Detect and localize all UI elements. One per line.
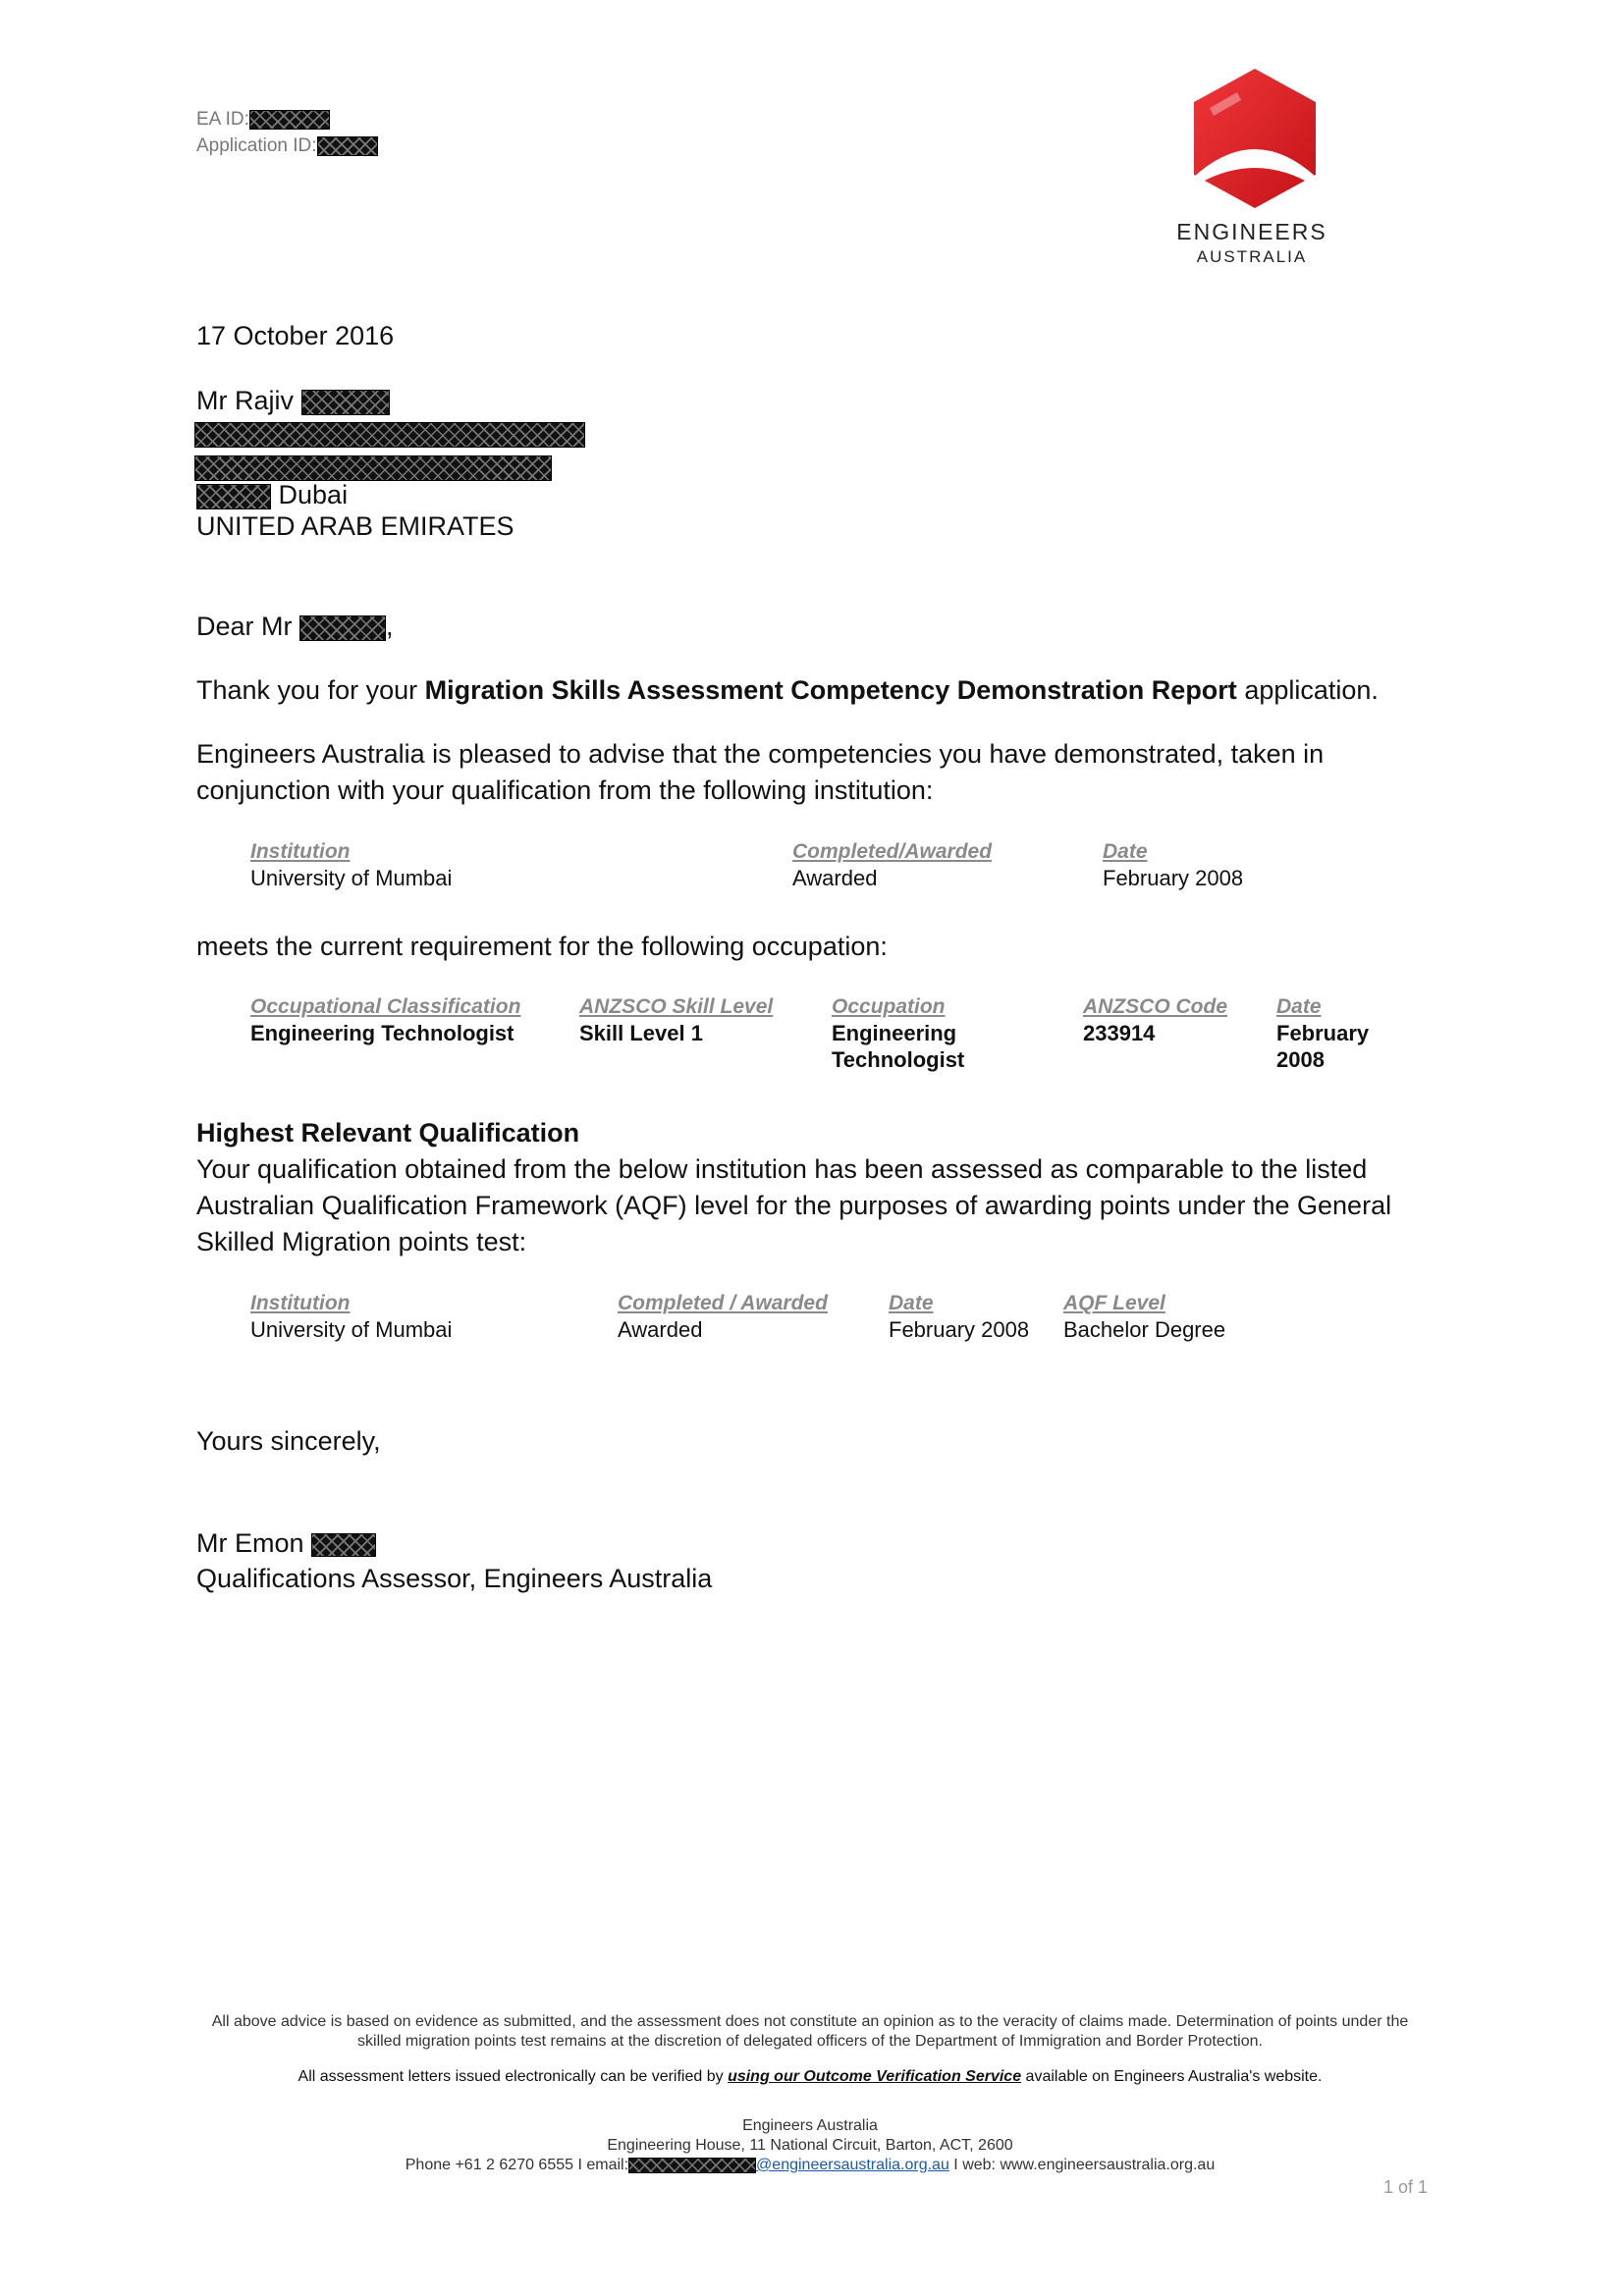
th-aqf-level: AQF Level — [1063, 1292, 1165, 1314]
recipient-name: Mr Rajiv — [196, 386, 294, 415]
redacted-signatory-surname — [311, 1533, 376, 1557]
logo-text-engineers: ENGINEERS — [1176, 219, 1327, 244]
td-anzsco-code: 233914 — [1083, 1021, 1156, 1045]
application-id-line — [196, 133, 378, 159]
salutation-suffix: , — [386, 612, 394, 641]
td-date: February 2008 — [889, 1317, 1030, 1342]
th-institution: Institution — [250, 1292, 351, 1314]
engineers-australia-logo — [1139, 67, 1365, 267]
verify-suffix: available on Engineers Australia's website. — [1021, 2068, 1323, 2085]
hrq-paragraph: Your qualification obtained from the below institution has been assessed as comparable to the listed Australian Qualification Framework (AQF) level for the purposes of awarding points under the General Skilled Migration points test: — [196, 1154, 1392, 1256]
recipient-country: UNITED ARAB EMIRATES — [196, 511, 514, 541]
letter-date: 17 October 2016 — [196, 321, 395, 350]
redacted-application-id — [317, 136, 378, 156]
redacted-surname — [301, 390, 390, 415]
ea-id-label: EA ID: — [196, 109, 249, 130]
hexagon-logo-icon — [1139, 67, 1365, 210]
page-number: 1 of 1 — [1382, 2177, 1428, 2197]
footer-email-link[interactable]: @engineersaustralia.org.au — [756, 2157, 949, 2173]
footer-verify — [196, 2067, 1424, 2087]
application-id-label: Application ID: — [196, 135, 317, 156]
th-occupational-classification: Occupational Classification — [250, 995, 521, 1018]
advise-paragraph: Engineers Australia is pleased to advise that the competencies you have demonstrated, taken in conjunction with your qualification from the following institution: — [196, 739, 1325, 805]
td-occupational-classification: Engineering Technologist — [250, 1021, 514, 1045]
thanks-prefix: Thank you for your — [196, 675, 425, 705]
redacted-address-line-1 — [194, 422, 585, 448]
thanks-suffix: application. — [1236, 675, 1379, 705]
application-type: Migration Skills Assessment Competency Demonstration Report — [424, 675, 1237, 705]
signatory-name-line — [196, 1525, 376, 1562]
footer-web: I web: www.engineersaustralia.org.au — [948, 2157, 1216, 2173]
salutation — [196, 609, 394, 645]
outcome-verification-link[interactable]: using our Outcome Verification Service — [728, 2068, 1022, 2085]
td-aqf-level: Bachelor Degree — [1063, 1317, 1226, 1342]
signatory-title: Qualifications Assessor, Engineers Australia — [196, 1564, 713, 1593]
footer-disclaimer: All above advice is based on evidence as submitted, and the assessment does not constitute an opinion as to the veracity of claims made. Determination of points under the skilled migration points test remains at the discretion of delegated officers of the Department of Immigration and Border Protection. — [211, 2013, 1409, 2050]
ea-id-line — [196, 106, 330, 133]
th-completed-awarded: Completed/Awarded — [792, 840, 993, 863]
meets-paragraph: meets the current requirement for the following occupation: — [196, 932, 888, 961]
th-occupation: Occupation — [832, 995, 946, 1018]
redacted-salutation-surname — [299, 615, 386, 641]
footer-address: Engineering House, 11 National Circuit, Barton, ACT, 2600 — [607, 2137, 1013, 2154]
td-institution: University of Mumbai — [250, 866, 453, 890]
td-date: February 2008 — [1103, 866, 1244, 890]
logo-text-australia: AUSTRALIA — [1196, 247, 1308, 266]
td-occupation: Engineering Technologist — [832, 1021, 965, 1072]
th-institution: Institution — [250, 840, 351, 863]
footer-phone-email-label: Phone +61 2 6270 6555 I email: — [405, 2157, 629, 2173]
th-date: Date — [1276, 995, 1322, 1018]
recipient-name-line — [196, 383, 390, 419]
td-anzsco-skill-level: Skill Level 1 — [579, 1021, 703, 1045]
salutation-prefix: Dear Mr — [196, 612, 293, 641]
footer-org-name: Engineers Australia — [742, 2117, 878, 2134]
redacted-ea-id — [249, 110, 330, 130]
hrq-heading: Highest Relevant Qualification — [196, 1118, 580, 1148]
closing: Yours sincerely, — [196, 1426, 381, 1456]
footer-contact — [196, 2156, 1424, 2175]
th-completed-awarded: Completed / Awarded — [618, 1292, 828, 1314]
recipient-city: Dubai — [278, 480, 349, 509]
redacted-po-box — [196, 484, 271, 509]
th-date: Date — [889, 1292, 934, 1314]
thanks-paragraph — [196, 672, 1434, 709]
redacted-email-user — [628, 2158, 756, 2173]
th-anzsco-code: ANZSCO Code — [1083, 995, 1227, 1018]
verify-prefix: All assessment letters issued electronically can be verified by — [298, 2068, 729, 2085]
signatory-name: Mr Emon — [196, 1528, 304, 1558]
td-institution: University of Mumbai — [250, 1317, 453, 1342]
td-date: February 2008 — [1276, 1021, 1370, 1072]
th-date: Date — [1103, 840, 1148, 863]
td-completed-awarded: Awarded — [792, 866, 878, 890]
td-completed-awarded: Awarded — [618, 1317, 703, 1342]
th-anzsco-skill-level: ANZSCO Skill Level — [579, 995, 774, 1018]
